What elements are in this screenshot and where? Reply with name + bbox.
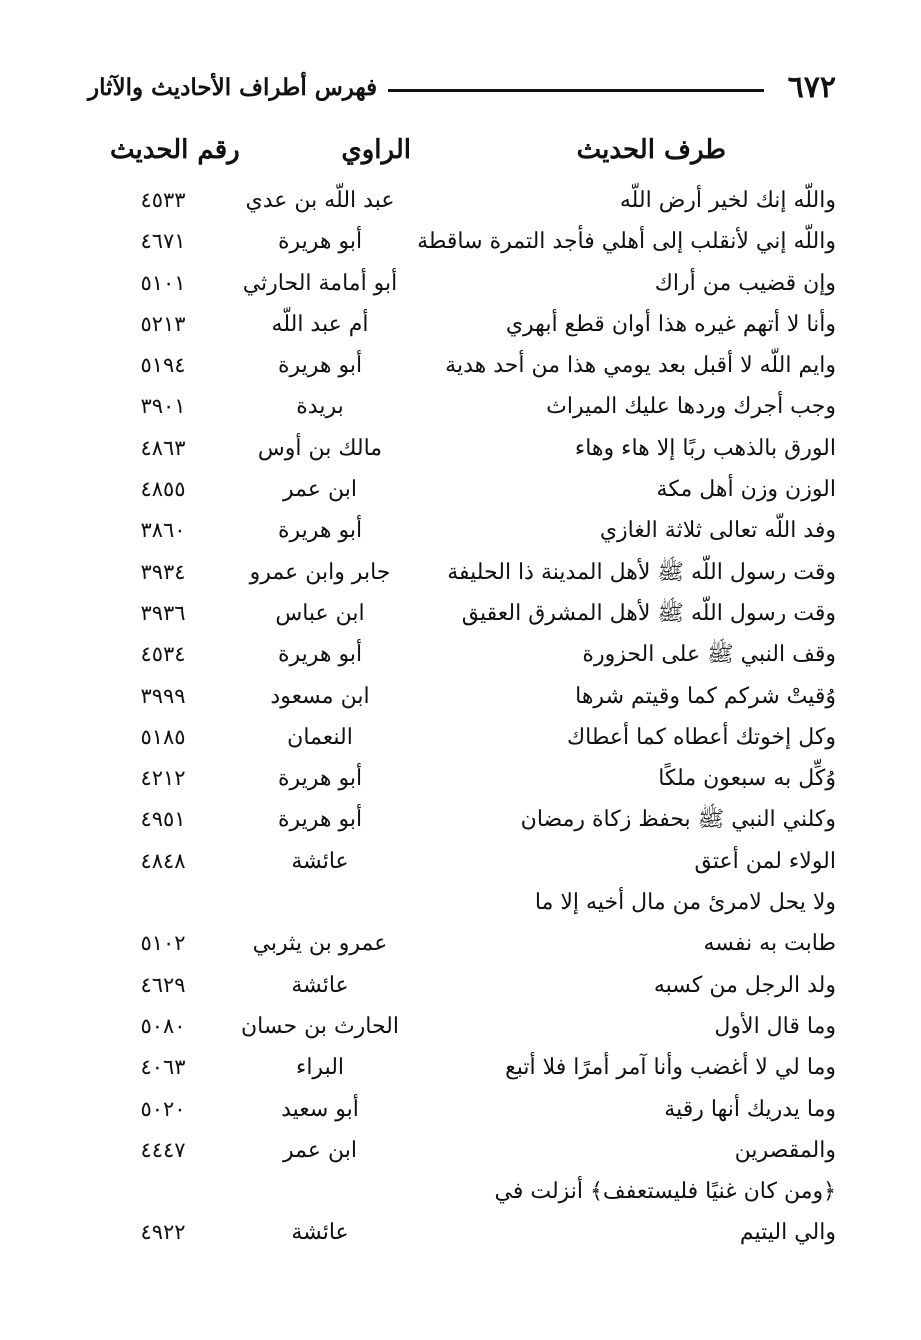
hadith-cell: والي اليتيم <box>739 1220 836 1246</box>
hadith-cell: الولاء لمن أعتق <box>694 848 836 874</box>
hadith-cell: وفد اللّه تعالى ثلاثة الغازي <box>599 518 836 544</box>
table-row <box>88 510 836 551</box>
table-row <box>88 923 836 964</box>
table-row <box>88 552 836 593</box>
hadith-cell: وكلني النبي ﷺ بحفظ زكاة رمضان <box>520 807 836 833</box>
number-cell: ٤٩٥١ <box>140 807 186 832</box>
table-row <box>88 469 836 510</box>
table-row <box>88 180 836 221</box>
narrator-cell: الحارث بن حسان <box>241 1013 399 1039</box>
table-row <box>88 841 836 882</box>
narrator-cell: ابن عمر <box>283 477 357 503</box>
number-cell: ٤٥٣٣ <box>140 188 186 212</box>
narrator-cell: ابن مسعود <box>270 683 370 709</box>
table-row <box>88 221 836 262</box>
table-row <box>88 386 836 427</box>
narrator-cell: أبو هريرة <box>277 766 363 792</box>
narrator-cell: ابن عباس <box>275 600 365 626</box>
narrator-cell: أبو هريرة <box>277 807 363 833</box>
narrator-cell: أم عبد اللّه <box>271 311 369 337</box>
number-cell: ٥٢١٣ <box>140 311 186 336</box>
table-row <box>88 965 836 1006</box>
narrator-cell: البراء <box>295 1055 345 1081</box>
number-cell: ٥١٩٤ <box>140 353 186 378</box>
narrator-cell: النعمان <box>287 724 353 750</box>
narrator-cell: مالك بن أوس <box>257 435 383 461</box>
narrator-cell: أبو هريرة <box>277 229 363 255</box>
number-cell: ٥٠٨٠ <box>140 1013 186 1038</box>
table-row <box>88 1047 836 1088</box>
number-cell: ٣٩٩٩ <box>140 683 186 708</box>
table-row <box>88 1171 836 1212</box>
number-cell: ٥٠٢٠ <box>140 1096 186 1121</box>
hadith-cell: واللّه إني لأنقلب إلى أهلي فأجد التمرة ساقطة <box>417 229 836 255</box>
number-cell: ٤٨٤٨ <box>140 848 186 873</box>
hadith-cell: وقت رسول اللّه ﷺ لأهل المشرق العقيق <box>461 600 836 626</box>
hadith-cell: وكل إخوتك أعطاه كما أعطاك <box>566 724 836 750</box>
table-row <box>88 717 836 758</box>
hadith-cell: وايم اللّه لا أقبل بعد يومي هذا من أحد هدية <box>445 353 836 379</box>
narrator-cell <box>210 1171 430 1212</box>
column-header-hadith: طرف الحديث <box>576 135 726 165</box>
table-row <box>88 882 836 923</box>
number-cell: ٥١٠٢ <box>140 931 186 956</box>
hadith-cell: وما قال الأول <box>714 1013 836 1039</box>
number-cell <box>88 882 238 923</box>
hadith-cell: وُكِّل به سبعون ملكًا <box>658 766 836 792</box>
narrator-cell: عائشة <box>291 972 349 998</box>
hadith-cell: واللّه إنك لخير أرض اللّه <box>619 188 836 213</box>
table-row <box>88 345 836 386</box>
narrator-cell: عائشة <box>291 1220 349 1246</box>
hadith-cell: ولا يحل لامرئ من مال أخيه إلا ما <box>534 890 836 916</box>
hadith-cell: وما لي لا أغضب وأنا آمر أمرًا فلا أتبع <box>505 1055 836 1081</box>
number-cell: ٤٨٦٣ <box>140 435 186 460</box>
number-cell: ٥١٠١ <box>140 270 186 295</box>
table-row <box>88 799 836 840</box>
table-row <box>88 676 836 717</box>
number-cell: ٣٩٠١ <box>140 394 186 419</box>
narrator-cell: أبو هريرة <box>277 642 363 668</box>
narrator-cell: عبد اللّه بن عدي <box>245 188 395 213</box>
number-cell: ٤٥٣٤ <box>140 642 186 667</box>
table-row <box>88 758 836 799</box>
hadith-cell: الوزن وزن أهل مكة <box>656 477 836 503</box>
number-cell: ٤٦٧١ <box>140 229 186 254</box>
narrator-cell: أبو سعيد <box>281 1096 359 1122</box>
hadith-cell: طابت به نفسه <box>703 931 836 957</box>
narrator-cell: بريدة <box>296 394 344 420</box>
table-row <box>88 634 836 675</box>
hadith-cell: الورق بالذهب ربًا إلا هاء وهاء <box>574 435 836 461</box>
number-cell: ٤٩٢٢ <box>140 1220 186 1245</box>
narrator-cell <box>210 882 430 923</box>
hadith-cell: ولد الرجل من كسبه <box>653 972 836 998</box>
table-row <box>88 263 836 304</box>
number-cell: ٤٤٤٧ <box>140 1137 186 1162</box>
narrator-cell: ابن عمر <box>283 1137 357 1163</box>
column-header-narrator: الراوي <box>341 135 411 165</box>
hadith-cell: وقت رسول اللّه ﷺ لأهل المدينة ذا الحليفة <box>447 559 836 585</box>
number-cell: ٣٩٣٦ <box>140 600 186 625</box>
number-cell: ٤٨٥٥ <box>140 477 186 502</box>
table-row <box>88 1130 836 1171</box>
number-cell: ٤٠٦٣ <box>140 1055 186 1080</box>
number-cell: ٤٦٢٩ <box>140 972 186 997</box>
narrator-cell: أبو أمامة الحارثي <box>242 270 398 296</box>
hadith-cell: وجب أجرك وردها عليك الميراث <box>546 394 836 420</box>
header-rule <box>388 89 764 92</box>
narrator-cell: جابر وابن عمرو <box>249 559 391 585</box>
table-row <box>88 1006 836 1047</box>
hadith-cell: وإن قضيب من أراك <box>654 270 836 296</box>
narrator-cell: عمرو بن يثربي <box>252 931 388 957</box>
running-title: فهرس أطراف الأحاديث والآثار <box>88 74 378 101</box>
hadith-cell: والمقصرين <box>734 1137 836 1163</box>
index-table <box>88 180 836 1254</box>
page-header <box>88 66 836 110</box>
table-row <box>88 1212 836 1253</box>
narrator-cell: عائشة <box>291 848 349 874</box>
table-row <box>88 593 836 634</box>
column-header-number: رقم الحديث <box>110 135 240 165</box>
narrator-cell: أبو هريرة <box>277 518 363 544</box>
hadith-cell: وأنا لا أتهم غيره هذا أوان قطع أبهري <box>505 311 836 337</box>
hadith-cell: وُقيتْ شركم كما وقيتم شرها <box>575 683 836 709</box>
number-cell: ٤٢١٢ <box>140 766 186 791</box>
number-cell: ٣٩٣٤ <box>140 559 186 584</box>
hadith-cell: ﴿ومن كان غنيًا فليستعفف﴾ أنزلت في <box>494 1179 836 1205</box>
hadith-cell: وما يدريك أنها رقية <box>664 1096 836 1122</box>
column-headers <box>88 128 836 172</box>
table-row <box>88 428 836 469</box>
number-cell: ٣٨٦٠ <box>140 518 186 543</box>
table-row <box>88 1089 836 1130</box>
hadith-cell: وقف النبي ﷺ على الحزورة <box>582 642 836 668</box>
number-cell <box>88 1171 238 1212</box>
number-cell: ٥١٨٥ <box>140 724 186 749</box>
page-number: ٦٧٢ <box>787 70 836 105</box>
table-row <box>88 304 836 345</box>
narrator-cell: أبو هريرة <box>277 353 363 379</box>
